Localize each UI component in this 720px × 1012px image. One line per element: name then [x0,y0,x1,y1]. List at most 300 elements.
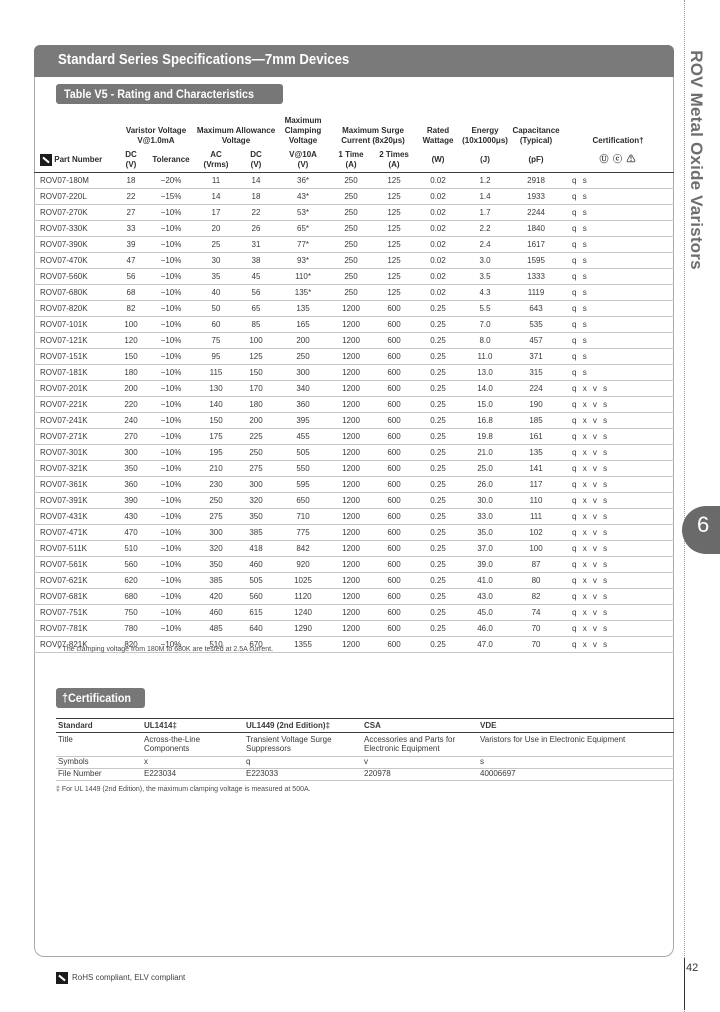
cell-capacitance: 70 [510,620,562,636]
cell-wattage: 0.25 [416,332,460,348]
cell-energy: 4.3 [460,284,510,300]
cell-wattage: 0.25 [416,508,460,524]
cell-capacitance: 2918 [510,172,562,188]
col-header-max-clamping: Maximum Clamping Voltage [284,116,322,145]
cell-dc: 125 [236,348,276,364]
col-header-empty [34,114,116,148]
cell-ac: 210 [196,460,236,476]
cell-ac: 300 [196,524,236,540]
table-row [34,268,674,284]
cell-varistor-dc: 47 [116,252,146,268]
cell-energy: 26.0 [460,476,510,492]
cell-surge-2: 600 [372,300,416,316]
cell-capacitance: 117 [510,476,562,492]
cell-wattage: 0.25 [416,300,460,316]
table-row [34,476,674,492]
cell-dc: 615 [236,604,276,620]
cell-tolerance: −10% [146,572,196,588]
cell-clamping: 455 [276,428,330,444]
table-row [34,204,674,220]
cell-surge-2: 600 [372,380,416,396]
cell-ac: 195 [196,444,236,460]
cert-row-label: Title [56,733,142,757]
col-unit-two-times: 2 Times (A) [372,148,416,172]
footer-note-text: RoHS compliant, ELV compliant [72,973,186,983]
table-row [34,508,674,524]
cell-ac: 510 [196,636,236,652]
cell-clamping: 77* [276,236,330,252]
cell-surge-2: 600 [372,348,416,364]
col-header-max-surge: Maximum Surge Current (8x20μs) [341,126,405,145]
cell-surge-1: 1200 [330,508,372,524]
col-cert-icons [562,148,674,172]
cell-surge-2: 600 [372,636,416,652]
cell-surge-1: 1200 [330,316,372,332]
cell-part-number: ROV07-390K [34,236,116,252]
cell-varistor-dc: 470 [116,524,146,540]
cell-surge-1: 1200 [330,380,372,396]
table-row [34,252,674,268]
cell-ac: 20 [196,220,236,236]
cell-certification: q x v s [562,540,674,556]
table-row [34,556,674,572]
table-row [34,428,674,444]
cell-ac: 175 [196,428,236,444]
cell-ac: 320 [196,540,236,556]
table-row [34,524,674,540]
cell-energy: 45.0 [460,604,510,620]
cell-energy: 41.0 [460,572,510,588]
cell-clamping: 505 [276,444,330,460]
cell-tolerance: −10% [146,476,196,492]
cell-ac: 420 [196,588,236,604]
cert-header-vde: VDE [478,719,674,733]
cell-tolerance: −10% [146,556,196,572]
col-header-max-allowance: Maximum Allowance Voltage [196,126,276,145]
cert-header-ul1449: UL1449 (2nd Edition)‡ [244,719,362,733]
cell-surge-2: 600 [372,556,416,572]
cell-capacitance: 135 [510,444,562,460]
cell-certification: q s [562,316,674,332]
cell-part-number: ROV07-101K [34,316,116,332]
cell-energy: 16.8 [460,412,510,428]
cell-surge-2: 125 [372,188,416,204]
cell-dc: 38 [236,252,276,268]
cell-part-number: ROV07-511K [34,540,116,556]
cell-wattage: 0.25 [416,316,460,332]
cell-surge-1: 250 [330,236,372,252]
cell-tolerance: −10% [146,604,196,620]
table-row [34,444,674,460]
cert-cell: Varistors for Use in Electronic Equipment [478,733,674,757]
cell-tolerance: −10% [146,492,196,508]
cell-part-number: ROV07-431K [34,508,116,524]
cell-energy: 7.0 [460,316,510,332]
cell-dc: 460 [236,556,276,572]
cell-wattage: 0.02 [416,220,460,236]
cell-part-number: ROV07-680K [34,284,116,300]
cell-part-number: ROV07-330K [34,220,116,236]
page-number: 42 [686,962,699,974]
cell-wattage: 0.02 [416,252,460,268]
table-row [34,188,674,204]
cell-tolerance: −10% [146,524,196,540]
cell-surge-2: 600 [372,492,416,508]
cell-wattage: 0.25 [416,380,460,396]
cell-surge-1: 1200 [330,476,372,492]
cell-energy: 1.7 [460,204,510,220]
cell-part-number: ROV07-560K [34,268,116,284]
col-header-part-number [34,148,116,172]
cell-dc: 150 [236,364,276,380]
cell-energy: 37.0 [460,540,510,556]
cell-varistor-dc: 780 [116,620,146,636]
cell-wattage: 0.25 [416,396,460,412]
cell-clamping: 200 [276,332,330,348]
cell-tolerance: −10% [146,540,196,556]
cell-clamping: 36* [276,172,330,188]
cell-certification: q x v s [562,476,674,492]
cell-varistor-dc: 82 [116,300,146,316]
cell-dc: 22 [236,204,276,220]
cell-part-number: ROV07-751K [34,604,116,620]
cell-certification: q x v s [562,412,674,428]
cell-surge-2: 600 [372,460,416,476]
cell-capacitance: 1840 [510,220,562,236]
cell-surge-2: 125 [372,236,416,252]
table-v5-title-badge [56,84,283,104]
cell-tolerance: −10% [146,204,196,220]
cell-surge-1: 1200 [330,636,372,652]
cell-part-number: ROV07-821K [34,636,116,652]
cell-wattage: 0.25 [416,348,460,364]
cell-certification: q x v s [562,604,674,620]
cell-varistor-dc: 510 [116,540,146,556]
table-row [34,396,674,412]
cell-surge-2: 600 [372,572,416,588]
col-header-rated-wattage: Rated Wattage [422,126,454,145]
col-header-capacitance: Capacitance (Typical) [512,126,560,145]
cert-row-file-number [56,769,674,781]
table-row [34,284,674,300]
certification-table [56,718,674,781]
cell-certification: q s [562,252,674,268]
cell-certification: q x v s [562,572,674,588]
cell-varistor-dc: 68 [116,284,146,300]
cell-certification: q s [562,348,674,364]
cell-wattage: 0.25 [416,556,460,572]
col-unit-pf: (pF) [510,148,562,172]
cell-part-number: ROV07-561K [34,556,116,572]
cell-energy: 15.0 [460,396,510,412]
page-number-rule [684,958,685,1010]
cell-surge-1: 1200 [330,412,372,428]
cell-surge-1: 1200 [330,572,372,588]
cell-surge-2: 600 [372,604,416,620]
col-unit-v10a: V@10A (V) [276,148,330,172]
cell-ac: 150 [196,412,236,428]
cell-varistor-dc: 820 [116,636,146,652]
cell-energy: 43.0 [460,588,510,604]
cell-dc: 250 [236,444,276,460]
cell-capacitance: 70 [510,636,562,652]
col-unit-dc: DC (V) [116,148,146,172]
cell-certification: q x v s [562,588,674,604]
cell-certification: q s [562,172,674,188]
cell-clamping: 1290 [276,620,330,636]
cell-wattage: 0.25 [416,636,460,652]
cell-dc: 85 [236,316,276,332]
side-section-title: ROV Metal Oxide Varistors [687,50,706,270]
cell-surge-2: 125 [372,204,416,220]
cell-clamping: 65* [276,220,330,236]
table-row [34,348,674,364]
cell-tolerance: −10% [146,220,196,236]
cell-surge-1: 1200 [330,492,372,508]
cell-ac: 14 [196,188,236,204]
cell-certification: q x v s [562,556,674,572]
cell-capacitance: 110 [510,492,562,508]
cell-ac: 460 [196,604,236,620]
cell-varistor-dc: 390 [116,492,146,508]
cell-clamping: 110* [276,268,330,284]
cell-tolerance: −10% [146,460,196,476]
cert-mark-icons: Ⓤ ⓒ ⚠ [599,154,637,165]
cell-wattage: 0.25 [416,588,460,604]
cell-capacitance: 315 [510,364,562,380]
cell-tolerance: −10% [146,428,196,444]
cell-energy: 47.0 [460,636,510,652]
cell-surge-2: 600 [372,364,416,380]
cell-capacitance: 100 [510,540,562,556]
cert-cell: 220978 [362,769,478,781]
cell-surge-1: 1200 [330,332,372,348]
cell-surge-2: 600 [372,412,416,428]
cell-dc: 31 [236,236,276,252]
cell-part-number: ROV07-221K [34,396,116,412]
cell-varistor-dc: 300 [116,444,146,460]
cell-capacitance: 82 [510,588,562,604]
cell-capacitance: 457 [510,332,562,348]
cell-varistor-dc: 22 [116,188,146,204]
cert-header-standard: Standard [56,719,142,733]
cell-surge-1: 1200 [330,540,372,556]
cell-surge-1: 250 [330,284,372,300]
cell-certification: q s [562,236,674,252]
cell-capacitance: 643 [510,300,562,316]
cell-dc: 505 [236,572,276,588]
cell-part-number: ROV07-781K [34,620,116,636]
cell-tolerance: −10% [146,236,196,252]
cell-clamping: 1120 [276,588,330,604]
col-unit-watts: (W) [416,148,460,172]
cell-wattage: 0.02 [416,172,460,188]
cell-surge-1: 250 [330,252,372,268]
cell-certification: q x v s [562,636,674,652]
cell-energy: 3.5 [460,268,510,284]
cell-capacitance: 1595 [510,252,562,268]
cert-cell: q [244,757,362,769]
cell-dc: 350 [236,508,276,524]
cert-row-label: Symbols [56,757,142,769]
cell-wattage: 0.02 [416,268,460,284]
cell-varistor-dc: 200 [116,380,146,396]
cell-certification: q x v s [562,620,674,636]
cell-dc: 26 [236,220,276,236]
cert-row-title [56,733,674,757]
cell-ac: 17 [196,204,236,220]
page-edge-dotted-line [684,0,685,1012]
cell-part-number: ROV07-361K [34,476,116,492]
cell-clamping: 595 [276,476,330,492]
cell-part-number: ROV07-681K [34,588,116,604]
part-number-label: Part Number [54,154,103,164]
cert-header-ul1414: UL1414‡ [142,719,244,733]
cell-varistor-dc: 360 [116,476,146,492]
col-unit-joules: (J) [460,148,510,172]
cell-wattage: 0.02 [416,188,460,204]
col-header-energy: Energy (10x1000μs) [462,126,508,145]
cell-surge-2: 125 [372,268,416,284]
cell-varistor-dc: 430 [116,508,146,524]
cell-capacitance: 2244 [510,204,562,220]
cell-tolerance: −10% [146,252,196,268]
table-row [34,572,674,588]
rating-characteristics-table [34,114,674,653]
cell-dc: 180 [236,396,276,412]
cell-part-number: ROV07-220L [34,188,116,204]
cell-part-number: ROV07-180M [34,172,116,188]
cell-clamping: 43* [276,188,330,204]
cell-certification: q s [562,188,674,204]
cell-ac: 115 [196,364,236,380]
cell-surge-2: 600 [372,524,416,540]
cell-capacitance: 74 [510,604,562,620]
cell-dc: 670 [236,636,276,652]
table-row [34,332,674,348]
cell-surge-1: 1200 [330,460,372,476]
cell-wattage: 0.25 [416,412,460,428]
cell-part-number: ROV07-391K [34,492,116,508]
cell-clamping: 1355 [276,636,330,652]
cert-row-label: File Number [56,769,142,781]
cell-varistor-dc: 620 [116,572,146,588]
cell-wattage: 0.25 [416,604,460,620]
cell-tolerance: −10% [146,316,196,332]
table-row [34,300,674,316]
cert-cell: Accessories and Parts for Electronic Equipment [362,733,478,757]
cell-varistor-dc: 56 [116,268,146,284]
cell-varistor-dc: 39 [116,236,146,252]
cell-surge-1: 1200 [330,524,372,540]
cell-ac: 140 [196,396,236,412]
cell-clamping: 165 [276,316,330,332]
cell-surge-1: 1200 [330,620,372,636]
cell-certification: q s [562,220,674,236]
cell-varistor-dc: 680 [116,588,146,604]
cell-certification: q s [562,332,674,348]
cell-ac: 30 [196,252,236,268]
cert-cell: E223034 [142,769,244,781]
cell-ac: 25 [196,236,236,252]
cell-certification: q x v s [562,524,674,540]
cell-energy: 5.5 [460,300,510,316]
cell-dc: 418 [236,540,276,556]
cell-tolerance: −10% [146,332,196,348]
cell-tolerance: −10% [146,620,196,636]
cell-ac: 35 [196,268,236,284]
cell-capacitance: 1333 [510,268,562,284]
cell-tolerance: −15% [146,188,196,204]
cell-surge-1: 1200 [330,348,372,364]
cell-energy: 8.0 [460,332,510,348]
cell-certification: q x v s [562,492,674,508]
cell-part-number: ROV07-241K [34,412,116,428]
cell-tolerance: −10% [146,508,196,524]
table-row [34,588,674,604]
cell-part-number: ROV07-151K [34,348,116,364]
cell-energy: 11.0 [460,348,510,364]
cell-surge-2: 600 [372,428,416,444]
cell-ac: 350 [196,556,236,572]
cell-tolerance: −10% [146,348,196,364]
cell-part-number: ROV07-470K [34,252,116,268]
cell-surge-1: 250 [330,204,372,220]
cert-cell: s [478,757,674,769]
cell-surge-2: 600 [372,332,416,348]
cell-wattage: 0.02 [416,236,460,252]
cell-surge-1: 1200 [330,396,372,412]
table-row [34,380,674,396]
cert-header-csa: CSA [362,719,478,733]
cert-cell: x [142,757,244,769]
cell-ac: 250 [196,492,236,508]
cell-wattage: 0.25 [416,572,460,588]
cert-cell: Across-the-Line Components [142,733,244,757]
certification-title-badge [56,688,145,708]
cell-capacitance: 185 [510,412,562,428]
cell-capacitance: 1933 [510,188,562,204]
cell-surge-1: 1200 [330,556,372,572]
cell-clamping: 340 [276,380,330,396]
cell-capacitance: 224 [510,380,562,396]
cell-tolerance: −10% [146,364,196,380]
cell-surge-1: 1200 [330,364,372,380]
cell-tolerance: −10% [146,268,196,284]
cell-capacitance: 80 [510,572,562,588]
cell-certification: q s [562,284,674,300]
cell-varistor-dc: 180 [116,364,146,380]
cell-surge-1: 1200 [330,300,372,316]
cell-dc: 560 [236,588,276,604]
cell-surge-2: 125 [372,252,416,268]
cell-certification: q x v s [562,460,674,476]
cell-dc: 14 [236,172,276,188]
cell-varistor-dc: 150 [116,348,146,364]
cell-wattage: 0.25 [416,444,460,460]
cell-clamping: 775 [276,524,330,540]
cell-dc: 170 [236,380,276,396]
cell-tolerance: −10% [146,588,196,604]
col-header-varistor-voltage: Varistor Voltage V@1.0mA [125,126,187,145]
cell-clamping: 135* [276,284,330,300]
cert-cell: v [362,757,478,769]
cell-capacitance: 535 [510,316,562,332]
cell-part-number: ROV07-321K [34,460,116,476]
cell-dc: 300 [236,476,276,492]
cell-energy: 35.0 [460,524,510,540]
table-row [34,220,674,236]
